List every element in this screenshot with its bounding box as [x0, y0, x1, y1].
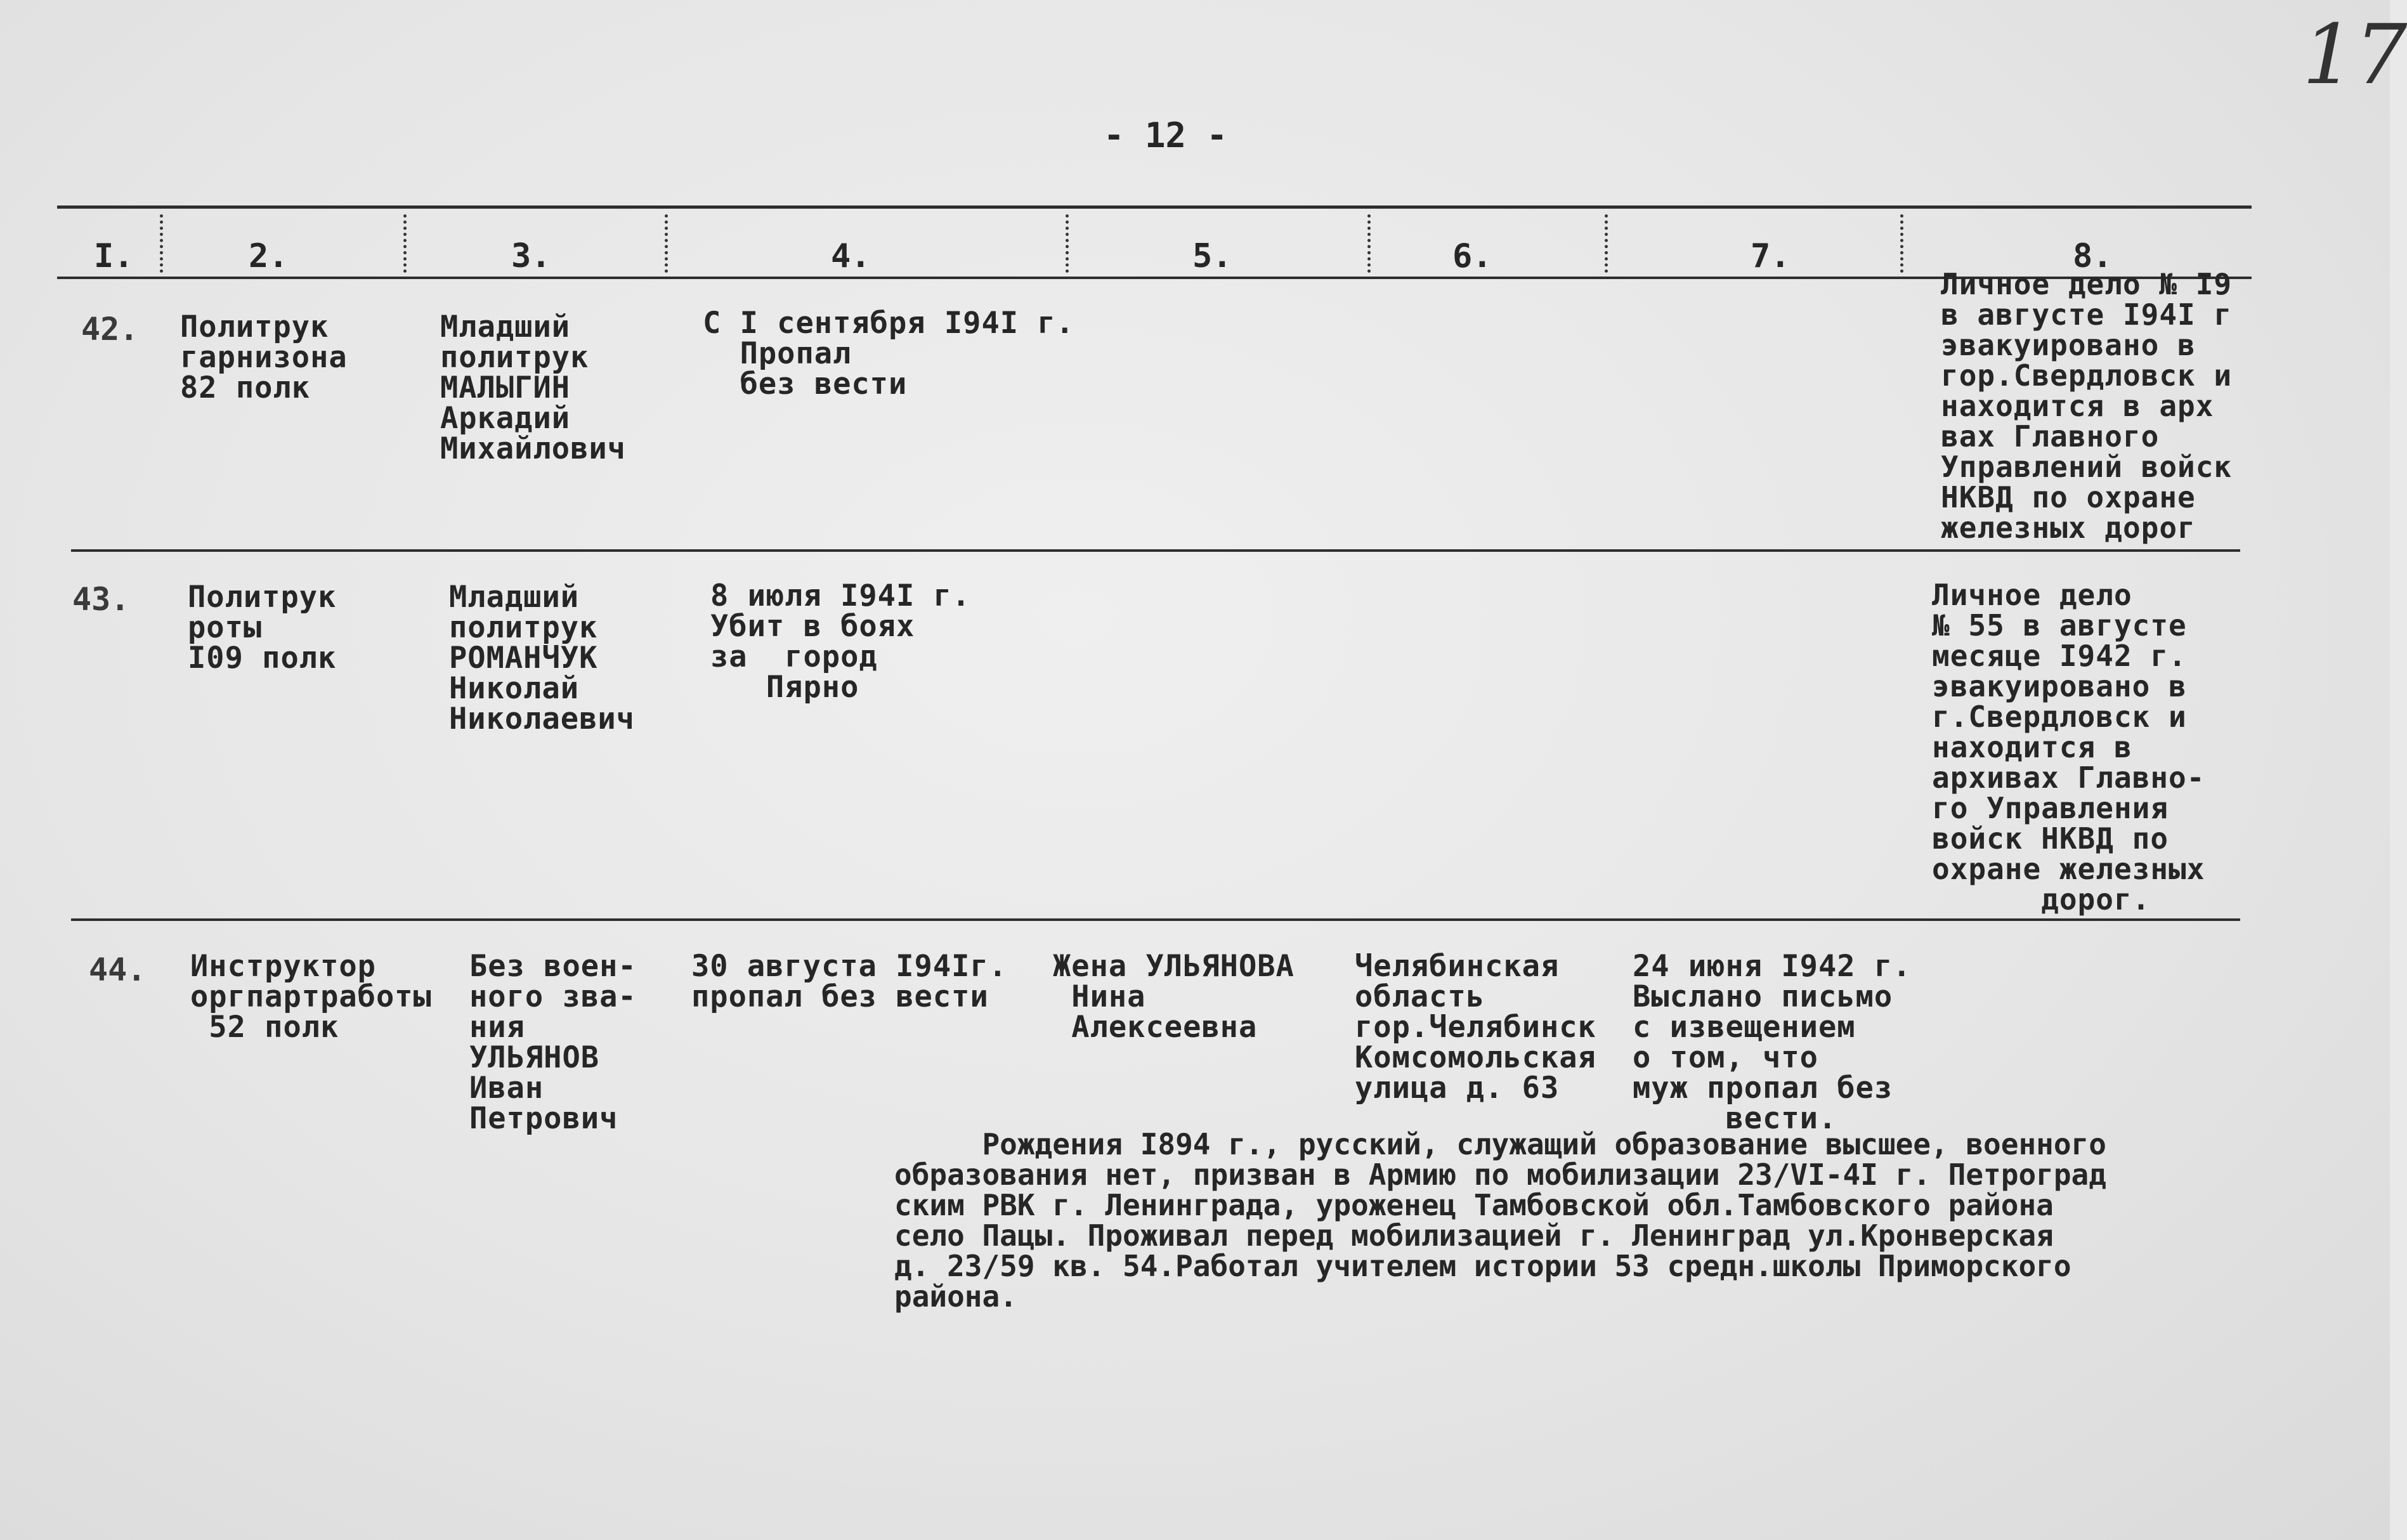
column-separator — [403, 214, 409, 273]
column-separator — [1066, 214, 1071, 273]
handwritten-page-number: 17 — [2302, 6, 2407, 103]
row-number: 44. — [89, 951, 147, 988]
column-header-2: 2. — [249, 237, 289, 275]
column-header-3: 3. — [511, 237, 551, 275]
column-separator — [1605, 214, 1610, 273]
column-separator — [1367, 214, 1373, 273]
header-bottom-rule — [57, 277, 2252, 279]
column-separator — [1900, 214, 1906, 273]
row-number: 43. — [72, 581, 130, 618]
row-address: Челябинская область гор.Челябинск Комсомольская улица д. 63 — [1355, 949, 1596, 1106]
row-separator — [71, 918, 2240, 921]
row-date-status: С I сентября I94I г. Пропал без вести — [703, 306, 1074, 401]
row-date-status: 8 июля I94I г. Убит в боях за город Пярно — [710, 578, 971, 705]
row-remarks: Личное дело № I9 в августе I94I г эвакуировано в гор.Свердловск и находится в арх вах Главного Управлений войск НКВД по охране железных дорог — [1941, 267, 2233, 545]
biography-note: Рождения I894 г., русский, служащий образование высшее, военного образования нет, призван в Армию по мобилизации 23/VI-4I г. Петроград ским РВК г. Ленинграда, уроженец Тамбовской обл.Тамбовского района село Пацы. Проживал перед мобилизацией г. Ленинград ул.Кронверская д. 23/59 кв. 54.Работал учителем истории 53 средн.школы Приморского района. — [894, 1127, 2106, 1314]
column-separator — [665, 214, 670, 273]
row-rank-name: Младший политрук МАЛЫГИН Аркадий Михайлович — [440, 310, 626, 466]
column-header-5: 5. — [1192, 237, 1232, 275]
page-number: - 12 - — [1104, 115, 1228, 155]
row-separator — [71, 549, 2240, 552]
column-header-7: 7. — [1751, 237, 1791, 275]
row-date-status: 30 августа I94Iг. пропал без вести — [691, 949, 1008, 1014]
column-header-1: I. — [94, 237, 134, 275]
row-notification: 24 июня I942 г. Выслано письмо с извещением о том, что муж пропал без вести. — [1633, 949, 1912, 1136]
column-separator — [160, 214, 166, 273]
row-position: Инструктор оргпартработы 52 полк — [190, 949, 432, 1045]
header-top-rule — [57, 206, 2252, 209]
row-position: Политрук роты I09 полк — [188, 580, 337, 675]
row-remarks: Личное дело № 55 в августе месяце I942 г. эвакуировано в г.Свердловск и находится в архивах Главно- го Управления войск НКВД по охране железных дорог. — [1932, 578, 2205, 917]
column-header-4: 4. — [831, 237, 871, 275]
column-header-8: 8. — [2073, 237, 2113, 275]
column-header-6: 6. — [1452, 237, 1492, 275]
row-number: 42. — [81, 311, 139, 348]
row-position: Политрук гарнизона 82 полк — [180, 310, 348, 405]
row-relative: Жена УЛЬЯНОВА Нина Алексеевна — [1053, 949, 1295, 1045]
row-rank-name: Младший политрук РОМАНЧУК Николай Николаевич — [449, 580, 635, 736]
row-rank-name: Без воен- ного зва- ния УЛЬЯНОВ Иван Петрович — [469, 949, 637, 1136]
